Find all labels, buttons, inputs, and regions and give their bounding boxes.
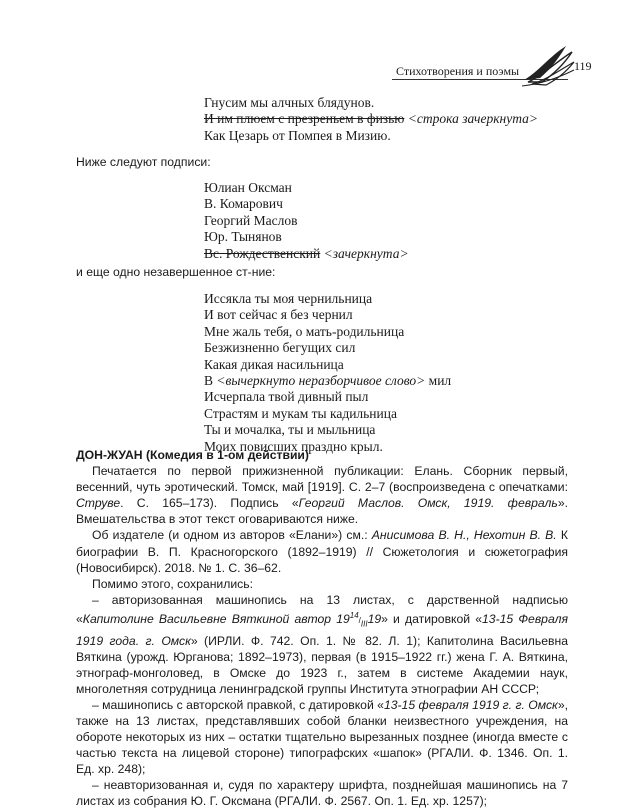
verse-line: Гнусим мы алчных блядунов. bbox=[204, 95, 375, 110]
editor-note: <вычеркнуто неразборчивое слово> bbox=[216, 373, 426, 389]
verse-fragment bbox=[204, 95, 538, 144]
page-header bbox=[0, 0, 628, 90]
paragraph: – авторизованная машинопись на 13 листах, с дарственной надписью «Капитолине Васильевне Вяткиной автор $19^{14}/_{III}19$» и датировкой «13-15 Февраля 1919 года. г. Омск» (ИРЛИ. Ф. 742. Оп. 1. № 82. Л. 1); Капитолина Васильевна Вяткина (урожд. Юрганова; 1892–1973), первая (в 1915–1922 гг.) жена Г. А. Вяткина, этнограф-монголовед, в Омске до 1923 г., затем в системе Академии наук, многолетняя сотрудница ленинградской группы Института этнографии АН СССР; bbox=[76, 592, 568, 696]
editor-note: <строка зачеркнута> bbox=[407, 111, 539, 127]
signature: Георгий Маслов bbox=[204, 212, 298, 228]
signature: Юр. Тынянов bbox=[204, 229, 282, 245]
struck-text: И им плюем с презреньем в физью bbox=[204, 111, 405, 127]
paragraph: Об издателе (и одном из авторов «Елани») см.: Анисимова В. Н., Нехотин В. В. К биографии В. П. Красногорского (1892–1919) // Сюжетология и сюжетография (Новосибирск). 2018. № 1. С. 36–62. bbox=[76, 528, 568, 575]
page-number: 119 bbox=[574, 59, 592, 73]
unfinished-poem bbox=[204, 291, 451, 455]
commentary-section bbox=[76, 447, 568, 810]
signature-struck bbox=[204, 246, 409, 262]
poem-line: Мне жаль тебя, о мать-родильница bbox=[204, 323, 405, 339]
signature: Юлиан Оксман bbox=[204, 180, 292, 195]
poem-line: Исчерпала твой дивный пыл bbox=[204, 389, 369, 405]
paragraph: Печатается по первой прижизненной публикации: Елань. Сборник первый, весенний, чуть эротический. Томск, май [1919]. С. 2–7 (воспроизведена с опечатками: Струве. С. 165–173). Подпись «Георгий Маслов. Омск, 1919. февраль». Вмешательства в этот текст оговариваются ниже. bbox=[76, 464, 568, 527]
poem-line: Страстям и мукам ты кадильница bbox=[204, 405, 397, 421]
struck-text: Вс. Рождественский bbox=[204, 245, 321, 261]
poem-line bbox=[204, 373, 451, 389]
poem-line: Ты и мочалка, ты и мыльница bbox=[204, 422, 376, 438]
feather-ornament-icon bbox=[520, 42, 576, 90]
poem-line: И вот сейчас я без чернил bbox=[204, 307, 353, 323]
signatures-list bbox=[204, 180, 409, 262]
poem-line: Какая дикая насильница bbox=[204, 356, 344, 372]
editor-note: <зачеркнута> bbox=[323, 245, 409, 261]
poem-line: Моих повисших праздно крыл. bbox=[204, 438, 383, 454]
paragraph: – неавторизованная и, судя по характеру шрифта, позднейшая машинопись на 7 листах из собрания Ю. Г. Оксмана (РГАЛИ. Ф. 2567. Оп. 1. Ед. хр. 1257); bbox=[76, 778, 568, 809]
poem-text: мил bbox=[425, 373, 452, 389]
verse-line: Как Цезарь от Помпея в Мизию. bbox=[204, 127, 391, 143]
section-title: ДОН-ЖУАН (Комедия в 1-ом действии) bbox=[76, 448, 309, 462]
paragraph: – машинопись с авторской правкой, с датировкой «13-15 февраля 1919 г. г. Омск», также на 13 листах, представлявших собой бланки неизвестного учреждения, на обороте некоторых из них – остатки тщательно вырезанных позднее (иногда вместе с частью текста на лицевой стороне) типографских «шапок» (РГАЛИ. Ф. 1346. Оп. 1. Ед. хр. 248); bbox=[76, 697, 568, 777]
signature: В. Комарович bbox=[204, 196, 283, 212]
poem-line: Безжизненно бегущих сил bbox=[204, 340, 356, 356]
running-title: Стихотворения и поэмы bbox=[396, 64, 520, 78]
verse-line-struck bbox=[204, 111, 538, 127]
poem-text: В bbox=[204, 373, 217, 389]
poem-intro: и еще одно незавершенное ст-ние: bbox=[76, 265, 276, 279]
poem-line: Иссякла ты моя чернильница bbox=[204, 291, 373, 306]
signatures-intro: Ниже следуют подписи: bbox=[76, 155, 211, 169]
paragraph: Помимо этого, сохранились: bbox=[92, 576, 253, 591]
